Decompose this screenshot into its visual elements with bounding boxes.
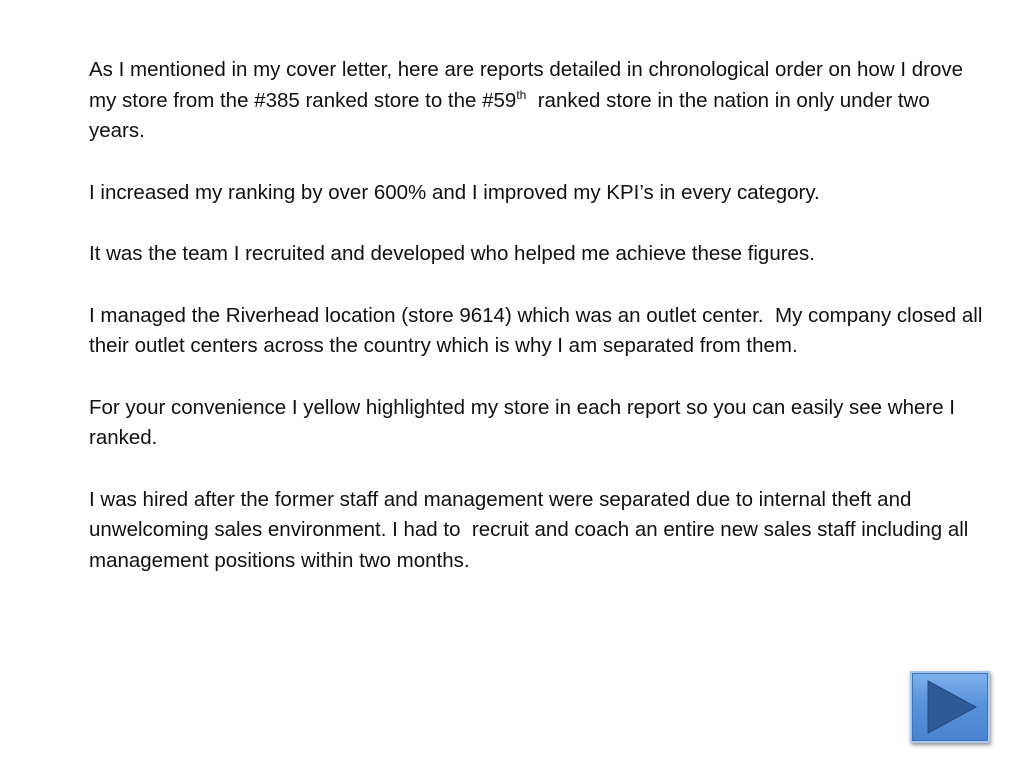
- paragraph-hiring: I was hired after the former staff and management were separated due to internal theft and unwelcoming sales environment. I had to recruit and coach an entire new sales staff including all management positions within two months.: [89, 487, 975, 573]
- paragraph-riverhead-location: I managed the Riverhead location (store 9614) which was an outlet center. My company closed all their outlet centers across the country which is why I am separated from them.: [89, 303, 989, 358]
- paragraph-store-ranking: [89, 55, 989, 147]
- paragraph-1-text-end: ranked store in the nation in only under two years.: [89, 88, 936, 143]
- next-slide-button[interactable]: [910, 671, 990, 743]
- paragraph-1-text: As I mentioned in my cover letter, here are reports detailed in chronological order on how I drove my store from the #385 ranked store to the #59: [89, 58, 969, 112]
- ordinal-suffix: th: [516, 87, 527, 102]
- paragraph-kpi-improvement: I increased my ranking by over 600% and I improved my KPI’s in every category.: [89, 180, 820, 204]
- paragraph-highlight-note: For your convenience I yellow highlighted my store in each report so you can easily see where I ranked.: [89, 395, 961, 450]
- paragraph-team: It was the team I recruited and developed who helped me achieve these figures.: [89, 242, 815, 266]
- slide-body-text: [89, 55, 989, 577]
- play-arrow-icon: [912, 673, 988, 741]
